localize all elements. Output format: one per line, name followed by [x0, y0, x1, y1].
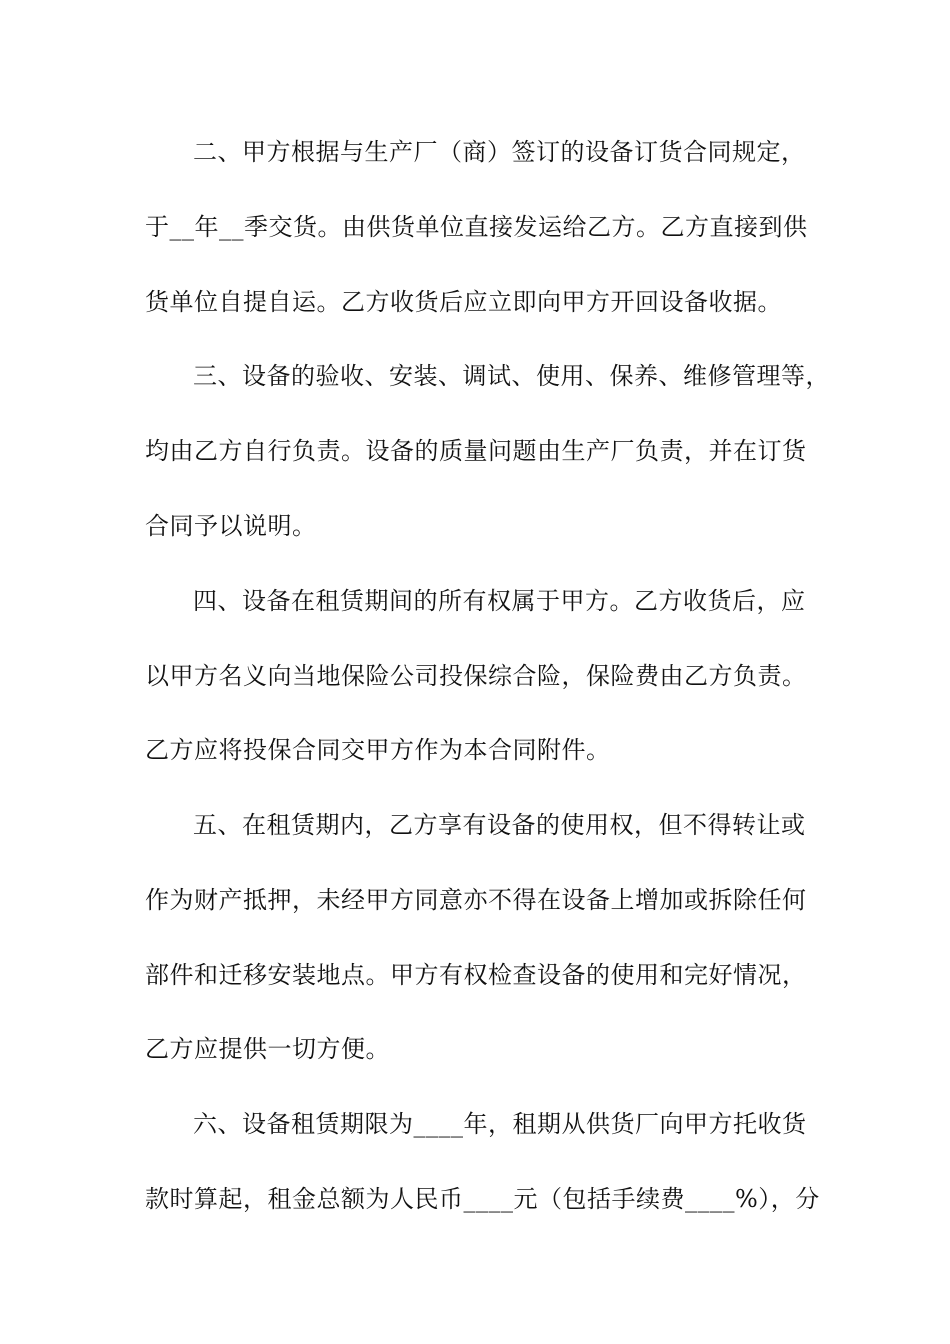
- clause-4-line-2: 以甲方名义向当地保险公司投保综合险，保险费由乙方负责。: [145, 662, 807, 690]
- clause-4-line-1: 四、设备在租赁期间的所有权属于甲方。乙方收货后，应: [193, 587, 806, 615]
- clause-5-line-3: 部件和迁移安装地点。甲方有权检查设备的使用和完好情况，: [145, 961, 807, 989]
- clause-5-line-1: 五、在租赁期内，乙方享有设备的使用权，但不得转让或: [193, 811, 806, 839]
- clause-3-line-1: 三、设备的验收、安装、调试、使用、保养、维修管理等，: [193, 362, 830, 390]
- clause-5-line-4: 乙方应提供一切方便。: [145, 1035, 390, 1063]
- clause-6-line-1: 六、设备租赁期限为____年，租期从供货厂向甲方托收货: [193, 1110, 807, 1138]
- clause-3-line-2: 均由乙方自行负责。设备的质量问题由生产厂负责，并在订货: [145, 437, 807, 465]
- clause-2-line-3: 货单位自提自运。乙方收货后应立即向甲方开回设备收据。: [145, 288, 782, 316]
- clause-4-line-3: 乙方应将投保合同交甲方作为本合同附件。: [145, 736, 611, 764]
- clause-5-line-2: 作为财产抵押，未经甲方同意亦不得在设备上增加或拆除任何: [145, 886, 807, 914]
- clause-3-line-3: 合同予以说明。: [145, 512, 317, 540]
- clause-6-line-2: 款时算起，租金总额为人民币____元（包括手续费____%），分: [145, 1185, 820, 1213]
- clause-2-line-2: 于__年__季交货。由供货单位直接发运给乙方。乙方直接到供: [145, 213, 808, 241]
- clause-2-line-1: 二、甲方根据与生产厂（商）签订的设备订货合同规定，: [193, 138, 806, 166]
